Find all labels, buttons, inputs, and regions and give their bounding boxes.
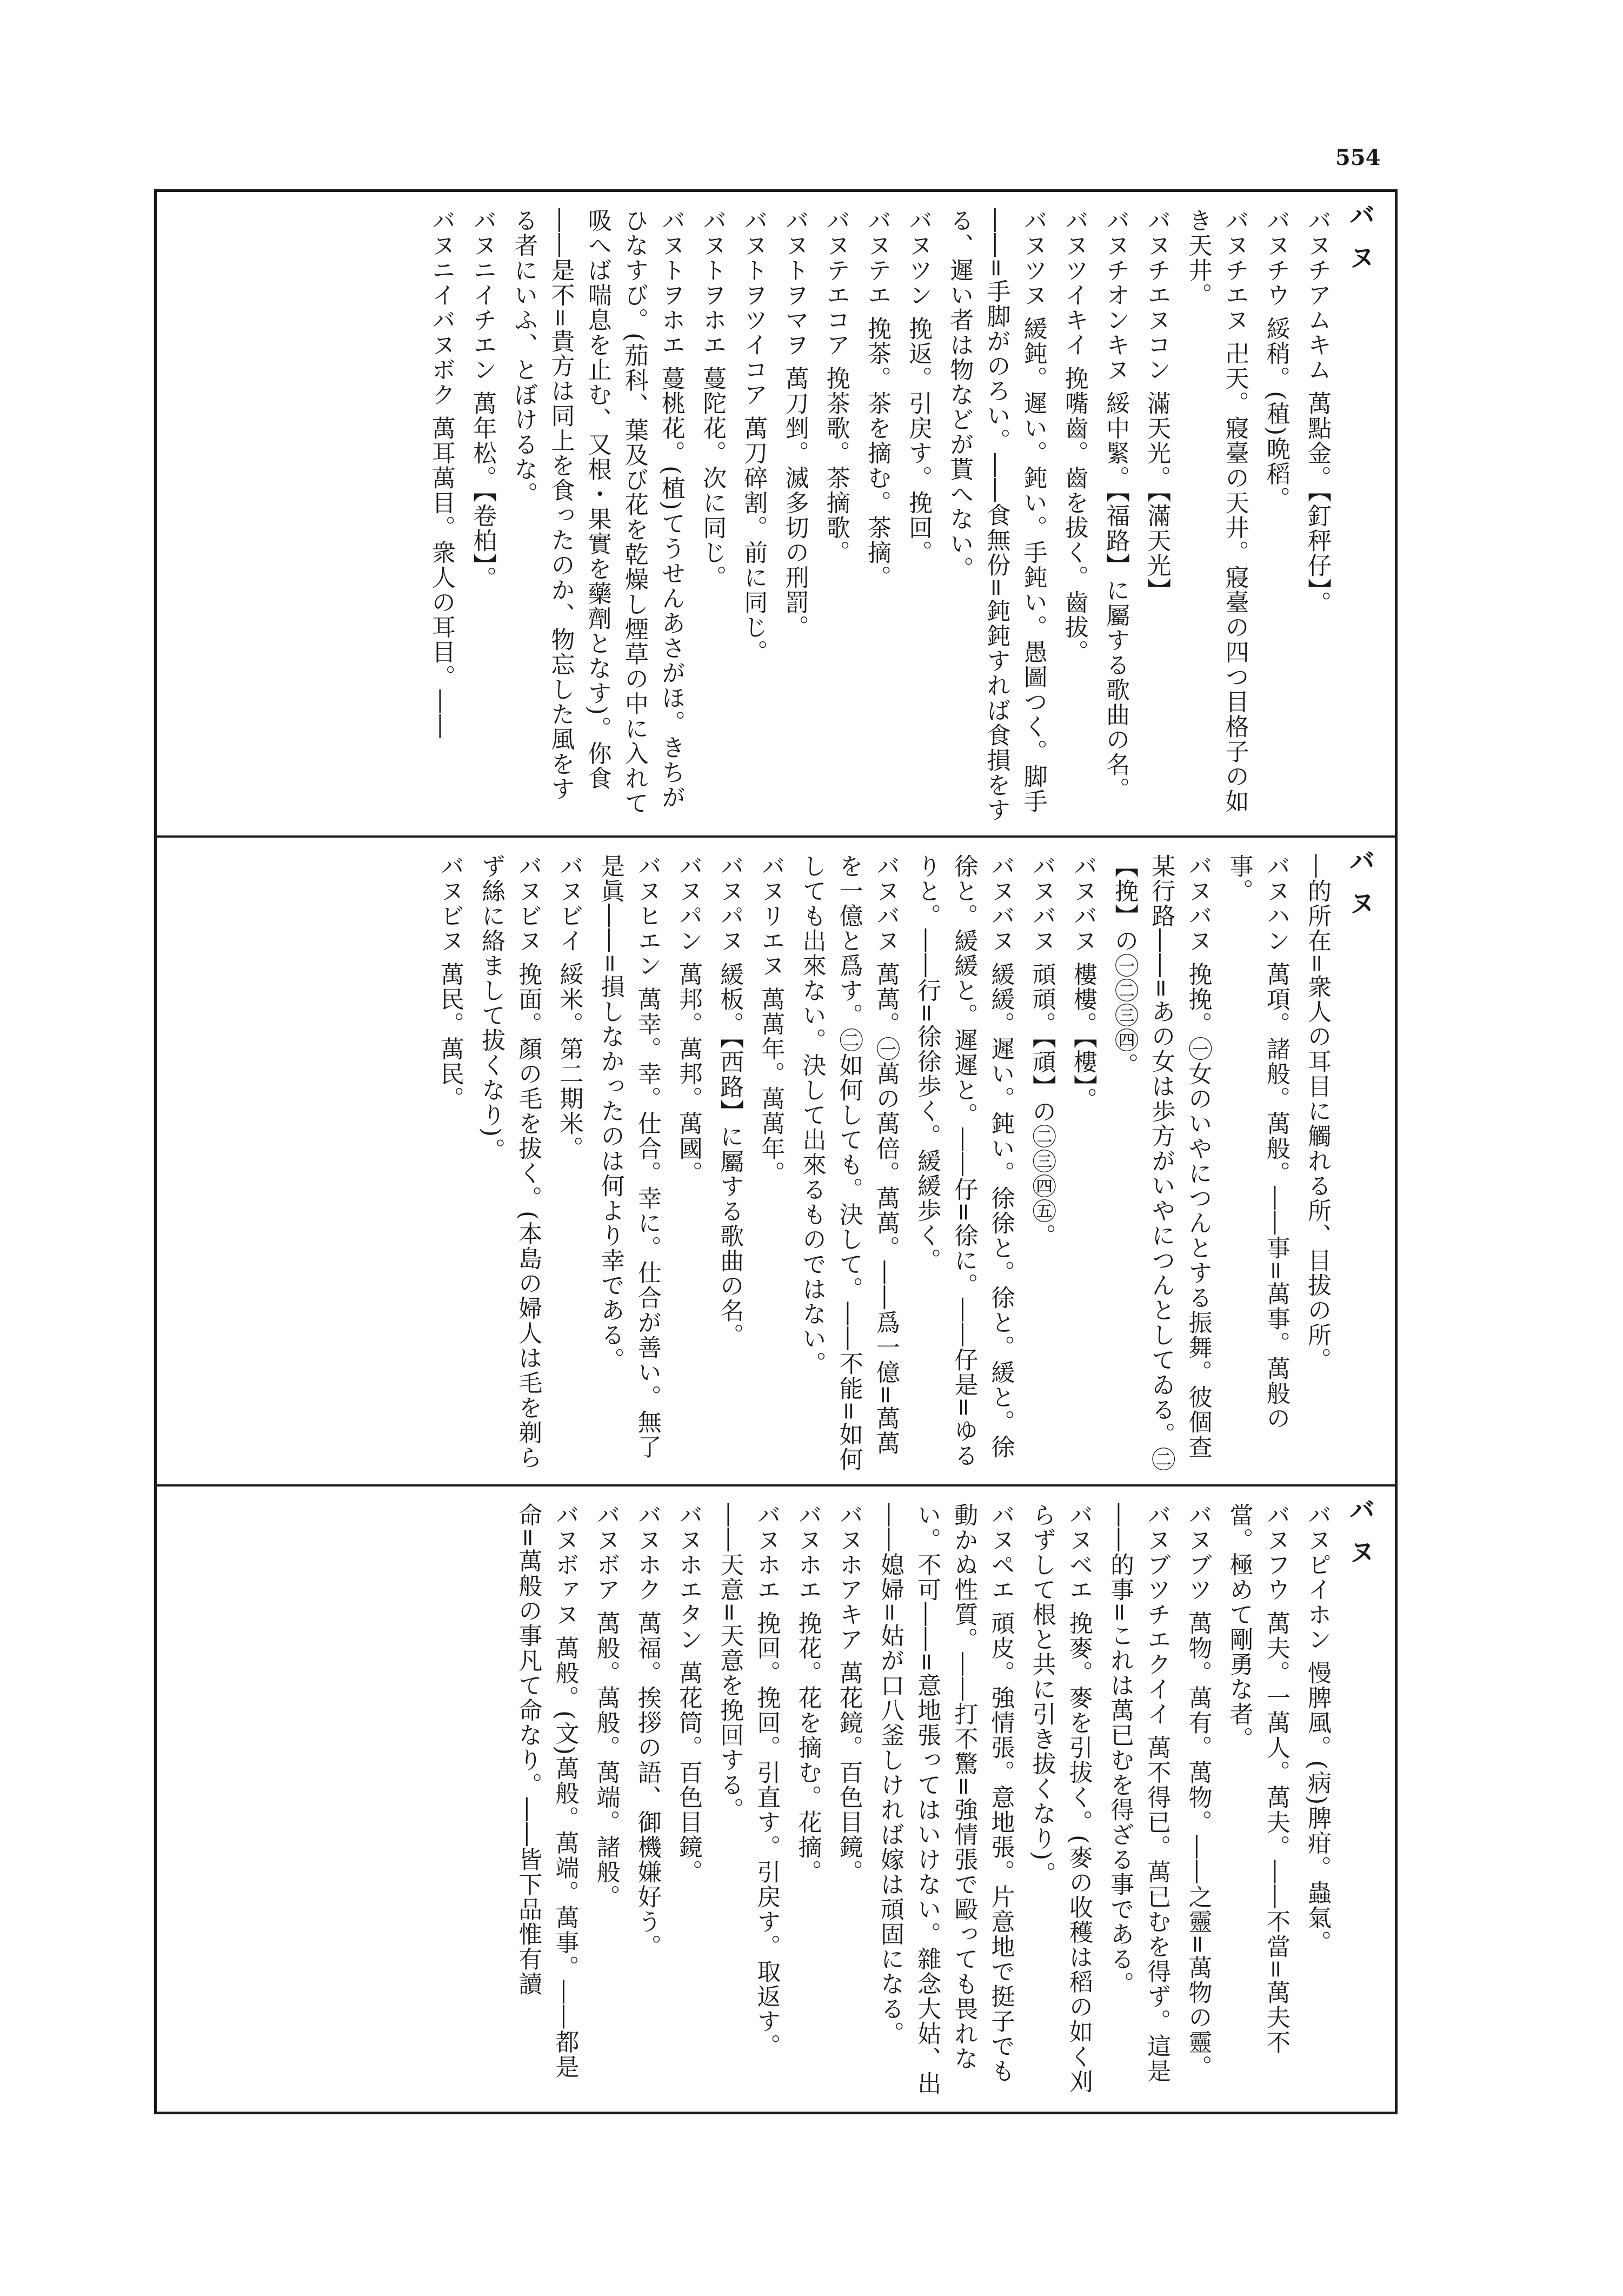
- dictionary-entry: バヌトヲツイコア 萬刀碎割。前に同じ。: [740, 208, 768, 665]
- dictionary-entry: バヌチアムキム 萬點金。【釘秤仔】。: [1303, 208, 1331, 616]
- dictionary-entry: バヌパヌ 緩板。【西路】に屬する歌曲の名。: [716, 854, 744, 1348]
- dictionary-entry: バヌビイ 綏米。第二期米。: [555, 854, 583, 1161]
- dictionary-entry: バヌブツ 萬物。萬有。萬物。――之靈=萬物の靈。: [1184, 1503, 1212, 2080]
- dictionary-entry: バヌフウ 萬夫。一萬人。萬夫。――不當=萬夫不當。極めて剛勇な者。: [1225, 1503, 1290, 2055]
- entry-columns: [171, 1503, 1335, 2101]
- dictionary-entry: バヌハン 萬項。諸般。萬般。――事=萬事。萬般の事。: [1225, 854, 1290, 1431]
- dictionary-entry: バヌリエヌ 萬萬年。萬萬年。: [757, 854, 785, 1186]
- dictionary-entry: バヌボア 萬般。萬般。萬端。諸般。: [592, 1503, 620, 1909]
- dictionary-entry: ―的所在=衆人の耳目に觸れる所、目拔の所。: [1303, 854, 1331, 1372]
- dictionary-entry: バヌブツチエクイイ 萬不得已。萬已むを得ず。這是――的事=これは萬已むを得ざる事である。: [1106, 1503, 1171, 2083]
- dictionary-entry: バヌツイキイ 挽嘴齒。齒を拔く。齒拔。: [1060, 208, 1088, 665]
- entry-columns: [171, 854, 1335, 1474]
- dictionary-entry: バヌホアキア 萬花鏡。百色目鏡。: [835, 1503, 863, 1884]
- dictionary-entry: バヌホエ 挽回。挽回。引直す。引戻す。取返す。――天意=天意を挽回する。: [716, 1503, 781, 2059]
- dictionary-entry: バヌテエコア 挽茶歌。茶摘歌。: [822, 208, 850, 565]
- dictionary-entry: バヌピイホン 慢脾風。(病)脾疳。蟲氣。: [1303, 1503, 1331, 1955]
- dictionary-entry: バヌバヌ 挽挽。㊀女のいやにつんとする振舞。彼個查某行路――=あの女は歩方がいやにつんとしてゐる。㊁【挽】の㊀㊁㊂㊃。: [1110, 854, 1212, 1472]
- dictionary-entry: バヌホク 萬福。挨拶の語、御機嫌好う。: [633, 1503, 661, 1959]
- tier-middle: [157, 835, 1395, 1484]
- dictionary-entry: バヌトヲホエ 蔓桃花。(植)てうせんあさがほ。きちがひなすび。(茄科、葉及び花を乾燥し煙草の中に入れて吸へば喘息を止む、又根・果實を藥劑となす)。你食――是不=貴方は同上を食ったのか、物忘した風をする者にいふ、とぼけるな。: [510, 208, 685, 816]
- running-head: バヌ: [1345, 847, 1375, 932]
- dictionary-entry: バヌペエ 頑皮。強情張。意地張。片意地で挺子でも動かぬ性質。――打不驚=強情張で毆っても畏れない。不可――=意地張ってはいけない。雜念大姑、出――媳婦=姑が口八釜しければ嫁は頑固になる。: [876, 1503, 1015, 2096]
- dictionary-entry: バヌヒエン 萬幸。幸。仕合。幸に。仕合が善い。無了是眞――=損しなかったのは何より幸である。: [596, 854, 661, 1459]
- dictionary-entry: バヌトヲホエ 蔓陀花。次に同じ。: [699, 208, 727, 590]
- tier-lower: [157, 1484, 1395, 2112]
- dictionary-entry: バヌビヌ 挽面。顏の毛を拔く。(本島の婦人は毛を剃らず絲に絡まして拔くなり)。: [477, 854, 542, 1470]
- dictionary-entry: バヌツン 挽返。引戻す。挽回。: [904, 208, 933, 565]
- entry-columns: [171, 208, 1335, 825]
- dictionary-entry: バヌバヌ 頑頑。【頑】の㊁㊂㊃㊄。: [1028, 854, 1056, 1249]
- dictionary-entry: バヌバヌ 樓樓。【樓】。: [1069, 854, 1097, 1112]
- dictionary-entry: バヌチオンキヌ 綏中緊。【福路】に屬する歌曲の名。: [1102, 208, 1130, 802]
- dictionary-entry: バヌテエ 挽茶。茶を摘む。茶摘。: [863, 208, 891, 590]
- dictionary-entry: バヌツヌ 緩鈍。遲い。鈍い。手鈍い。愚圖つく。脚手――=手脚がのろい。――食無份=鈍鈍すれば食損をする、遲い者は物などが貰へない。: [946, 208, 1047, 822]
- dictionary-entry: バヌチエヌコン 滿天光。【滿天光】: [1143, 208, 1171, 603]
- tier-upper: [157, 192, 1395, 835]
- dictionary-frame: [154, 189, 1398, 2114]
- dictionary-entry: バヌニイバヌボク 萬耳萬目。衆人の耳目。――: [427, 208, 455, 739]
- page-number: 554: [1335, 145, 1381, 170]
- dictionary-entry: バヌバヌ 萬萬。㊀萬の萬倍。萬萬。――爲一億=萬萬を一億と爲す。㊁如何しても。決して。――不能=如何しても出來ない。決して出來るものではない。: [798, 854, 900, 1472]
- dictionary-entry: バヌパン 萬邦。萬邦。萬國。: [675, 854, 702, 1186]
- dictionary-entry: バヌボァヌ 萬般。(文)萬般。萬端。萬事。――都是命=萬般の事凡て命なり。――皆下品惟有讀: [514, 1503, 579, 2080]
- dictionary-entry: バヌニイチエン 萬年松。【卷柏】。: [469, 208, 497, 591]
- dictionary-entry: バヌビヌ 萬民。萬民。: [436, 854, 464, 1111]
- dictionary-entry: バヌホエ 挽花。花を摘む。花摘。: [794, 1503, 822, 1884]
- running-head: バヌ: [1345, 202, 1375, 286]
- dictionary-entry: バヌチウ 綏稍。(稙)晩稻。: [1262, 208, 1290, 512]
- dictionary-entry: バヌチエヌ 卍天。寢臺の天井。寢臺の四つ目格子の如き天井。: [1184, 208, 1249, 814]
- dictionary-entry: バヌトヲマヲ 萬刀剉。滅多切の刑罰。: [781, 208, 809, 640]
- running-head: バヌ: [1345, 1496, 1375, 1581]
- dictionary-entry: バヌホエタン 萬花筒。百色目鏡。: [675, 1503, 702, 1884]
- dictionary-entry: バヌバヌ 緩緩。遲い。鈍い。徐徐と。徐と。緩と。徐徐と。緩緩と。遲遲と。――仔=徐に。――仔是=ゆるりと。――行=徐徐歩く。緩緩歩く。: [913, 854, 1015, 1468]
- dictionary-entry: バヌベエ 挽麥。麥を引拔く。(麥の收穫は稻の如く刈らずして根と共に引き拔くなり)。: [1028, 1503, 1093, 2094]
